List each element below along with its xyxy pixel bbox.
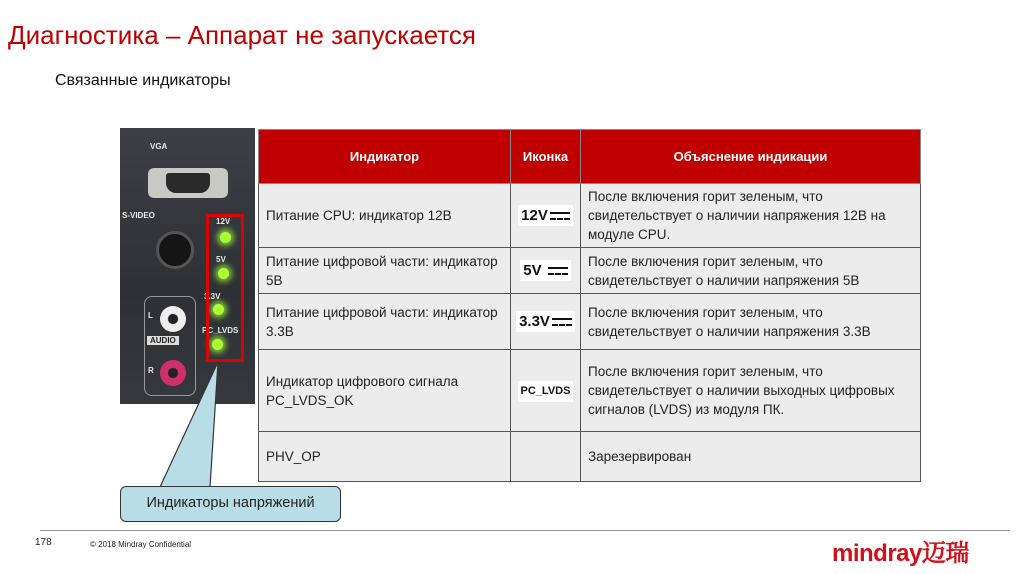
mindray-logo: mindray迈瑞	[832, 540, 969, 567]
indicator-table	[258, 129, 921, 482]
header-indicator: Индикатор	[259, 130, 511, 184]
audio-l-label: L	[148, 311, 153, 320]
table-header-row	[259, 130, 921, 184]
icon-cell	[511, 432, 581, 482]
led-33v-label: 3.3V	[204, 292, 221, 301]
icon-cell	[511, 294, 581, 350]
page-number: 178	[35, 537, 52, 548]
svideo-port	[156, 231, 194, 269]
indicator-cell: Питание цифровой части: индикатор 5В	[259, 248, 511, 294]
indicator-cell: PHV_OP	[259, 432, 511, 482]
led-lvds-label: PC_LVDS	[202, 326, 239, 335]
explanation-cell: После включения горит зеленым, что свидетельствует о наличии выходных цифровых сигналов (LVDS) из модуля ПК.	[581, 350, 921, 432]
explanation-cell: После включения горит зеленым, что свидетельствует о наличии напряжения 3.3В	[581, 294, 921, 350]
5v-dc-icon: 5V	[520, 260, 571, 281]
audio-label: AUDIO	[147, 336, 179, 345]
vga-label: VGA	[150, 142, 168, 151]
icon-cell	[511, 248, 581, 294]
12v-dc-icon: 12V	[518, 205, 573, 226]
svideo-label: S-VIDEO	[122, 211, 155, 220]
indicator-cell: Питание цифровой части: индикатор 3.3В	[259, 294, 511, 350]
footer-divider	[40, 530, 1010, 531]
led-5v-label: 5V	[216, 255, 226, 264]
explanation-cell: После включения горит зеленым, что свидетельствует о наличии напряжения 5В	[581, 248, 921, 294]
icon-cell	[511, 184, 581, 248]
explanation-cell: Зарезервирован	[581, 432, 921, 482]
slide-title: Диагностика – Аппарат не запускается	[8, 20, 476, 50]
header-icon: Иконка	[511, 130, 581, 184]
table-row	[259, 184, 921, 248]
vga-port	[148, 168, 228, 198]
slide-subtitle: Связанные индикаторы	[55, 72, 231, 89]
led-12v-label: 12V	[216, 217, 231, 226]
header-explanation: Объяснение индикации	[581, 130, 921, 184]
explanation-cell: После включения горит зеленым, что свидетельствует о наличии напряжения 12В на модуле CPU.	[581, 184, 921, 248]
table-row	[259, 432, 921, 482]
pc-lvds-icon: PC_LVDS	[518, 381, 574, 402]
highlight-box	[206, 214, 244, 362]
audio-r-label: R	[148, 366, 154, 375]
indicator-cell: Питание CPU: индикатор 12В	[259, 184, 511, 248]
table-row	[259, 294, 921, 350]
icon-cell	[511, 350, 581, 432]
indicator-cell: Индикатор цифрового сигнала PC_LVDS_OK	[259, 350, 511, 432]
copyright: © 2018 Mindray Confidential	[90, 540, 192, 549]
3v3-dc-icon: 3.3V	[516, 311, 575, 332]
callout-pointer	[150, 360, 230, 490]
table-row	[259, 248, 921, 294]
callout-voltage-indicators: Индикаторы напряжений	[120, 486, 341, 522]
audio-jack-left	[160, 306, 186, 332]
table-row	[259, 350, 921, 432]
